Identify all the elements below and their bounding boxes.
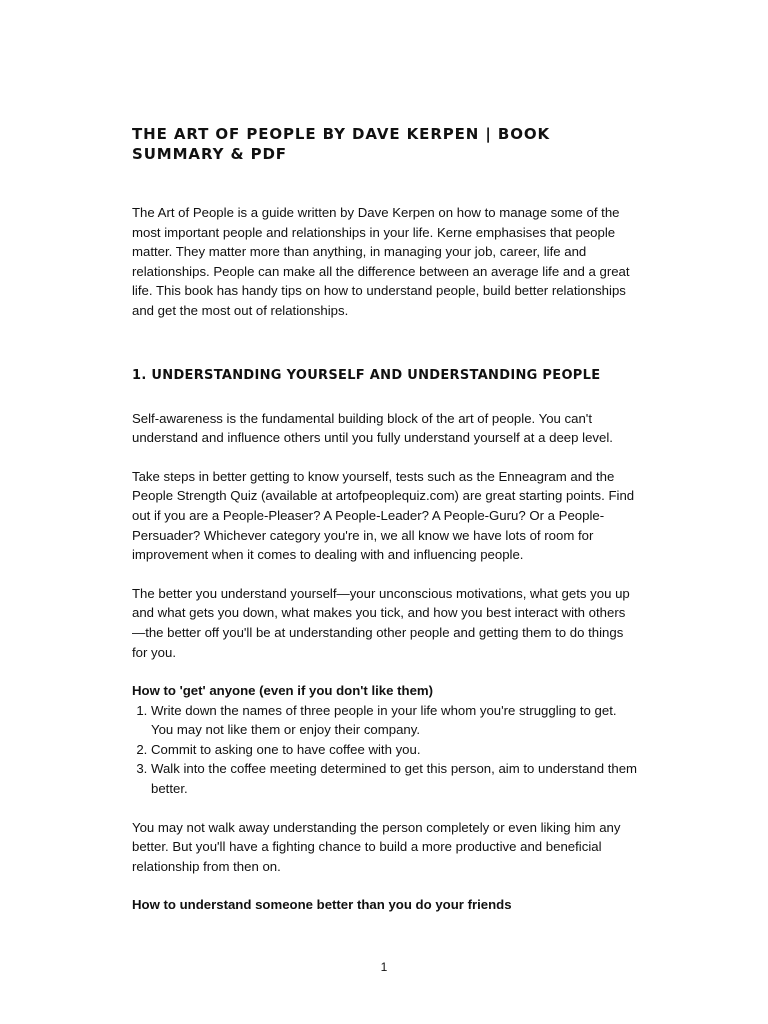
paragraph-closing: You may not walk away understanding the person completely or even liking him any better. But you'll have a fighting chance to build a more productive and beneficial relationship from then on. bbox=[132, 819, 621, 874]
paragraph-self-awareness: Self-awareness is the fundamental building block of the art of people. You can't understand and influence others until you fully understand yourself at a deep level. bbox=[132, 410, 613, 446]
subheading-understand-someone: How to understand someone better than you do your friends bbox=[132, 897, 512, 913]
document-page bbox=[132, 124, 638, 915]
document-title: THE ART OF PEOPLE BY DAVE KERPEN | BOOK SUMMARY & PDF bbox=[132, 125, 551, 163]
paragraph-understand-better: The better you understand yourself—your unconscious motivations, what gets you up and what gets you down, what makes you tick, and how you best interact with others—the better off you'll be at understanding other people and getting them to do things for you. bbox=[132, 585, 630, 660]
intro-paragraph: The Art of People is a guide written by Dave Kerpen on how to manage some of the most important people and relationships in your life. Kerne emphasises that people matter. They matter more than anything, in managing your job, career, life and relationships. People can make all the difference between an average life and a great life. This book has handy tips on how to understand people, build better relationships and get the most out of relationships. bbox=[132, 205, 630, 318]
subheading-get-anyone: How to 'get' anyone (even if you don't like them) bbox=[132, 683, 434, 699]
list-item: 1. Write down the names of three people in your life whom you're struggling to get. You may not like them or enjoy their company. bbox=[151, 701, 638, 740]
list-item: 2. Commit to asking one to have coffee with you. bbox=[151, 740, 638, 760]
page-number: 1 bbox=[380, 960, 388, 974]
paragraph-know-yourself: Take steps in better getting to know yourself, tests such as the Enneagram and the People Strength Quiz (available at artofpeoplequiz.com) are great starting points. Find out if you are a People-Pleaser? A People-Leader? A People-Guru? Or a People-Persuader? Whichever category you're in, we all know we have lots of room for improvement when it comes to dealing with and influencing people. bbox=[132, 468, 635, 563]
list-item: 3. Walk into the coffee meeting determined to get this person, aim to understand them better. bbox=[151, 759, 638, 798]
steps-list bbox=[132, 701, 638, 799]
section-heading: 1. UNDERSTANDING YOURSELF AND UNDERSTANDING PEOPLE bbox=[132, 367, 601, 383]
